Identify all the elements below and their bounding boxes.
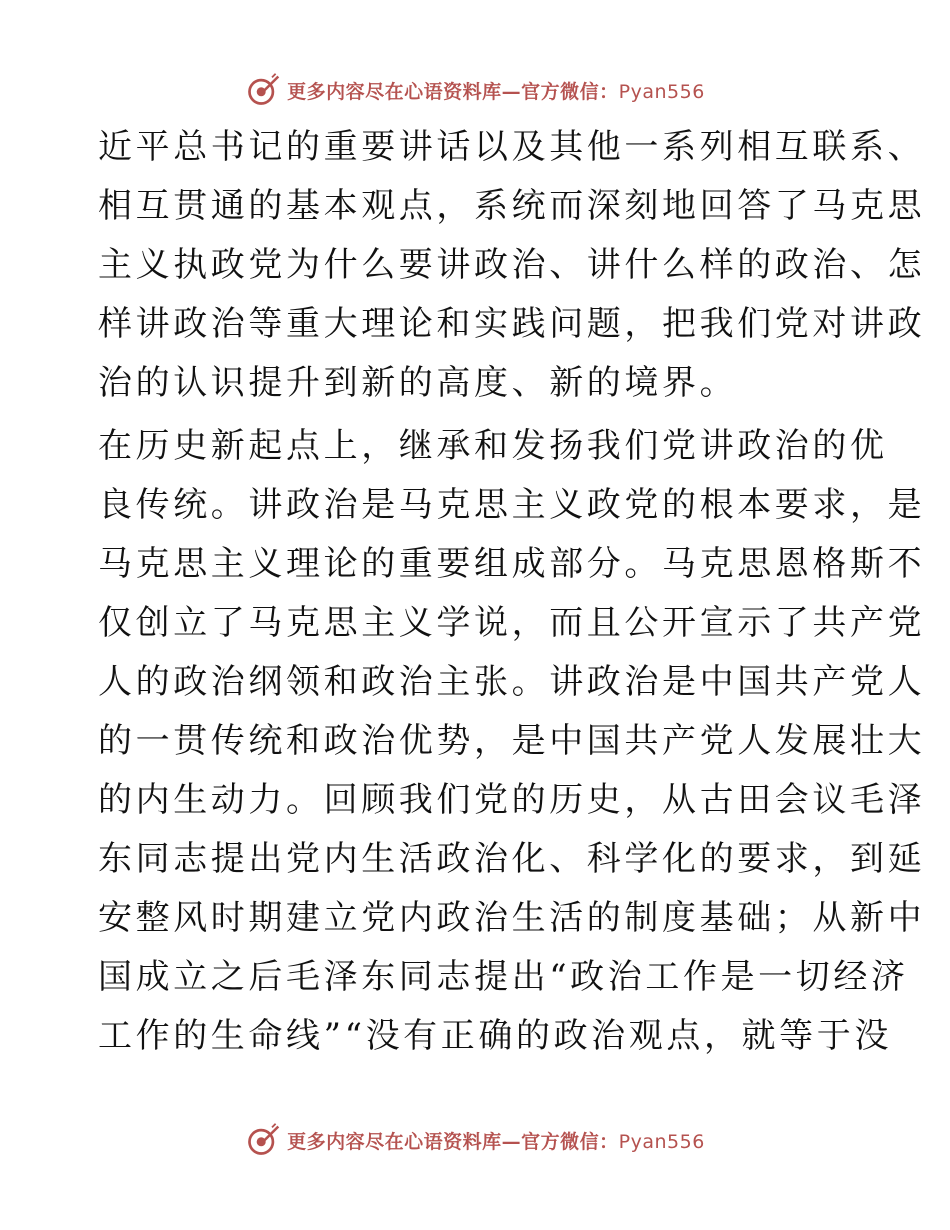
header-wechat-id: Pyan556 [618,80,705,103]
header-banner [0,70,950,110]
header-brand-label: 更多内容尽在心语资料库—官方微信： [287,80,619,103]
footer-brand-text [287,1127,705,1154]
text-line: 东同志提出党内生活政治化、科学化的要求，到延 [98,839,926,879]
quill-pen-logo-icon [245,72,281,108]
footer-brand-label: 更多内容尽在心语资料库—官方微信： [287,1130,619,1153]
text-line: 安整风时期建立党内政治生活的制度基础；从新中 [98,898,926,938]
text-line: 在历史新起点上，继承和发扬我们党讲政治的优 [98,426,888,466]
text-line: 样讲政治等重大理论和实践问题，把我们党对讲政 [98,304,926,344]
text-line: 人的政治纲领和政治主张。讲政治是中国共产党人 [98,662,926,702]
text-line: 良传统。讲政治是马克思主义政党的根本要求，是 [98,485,926,525]
text-line: 相互贯通的基本观点，系统而深刻地回答了马克思 [98,186,926,226]
quill-pen-logo-icon [245,1122,281,1158]
text-line: 仅创立了马克思主义学说，而且公开宣示了共产党 [98,603,926,643]
footer-banner [0,1120,950,1160]
footer-wechat-id: Pyan556 [618,1130,705,1153]
text-line: 的一贯传统和政治优势，是中国共产党人发展壮大 [98,721,926,761]
paragraph-1 [98,118,926,413]
text-line: 治的认识提升到新的高度、新的境界。 [98,363,738,403]
text-line: 主义执政党为什么要讲政治、讲什么样的政治、怎 [98,245,926,285]
text-line: 马克思主义理论的重要组成部分。马克思恩格斯不 [98,544,926,584]
text-line: 近平总书记的重要讲话以及其他一系列相互联系、 [98,127,926,167]
header-brand-text [287,77,705,104]
paragraph-2 [98,417,926,1066]
text-line: 工作的生命线”“没有正确的政治观点，就等于没 [98,1016,892,1056]
document-body [98,118,926,1066]
text-line: 国成立之后毛泽东同志提出“政治工作是一切经济 [98,957,909,997]
text-line: 的内生动力。回顾我们党的历史，从古田会议毛泽 [98,780,926,820]
